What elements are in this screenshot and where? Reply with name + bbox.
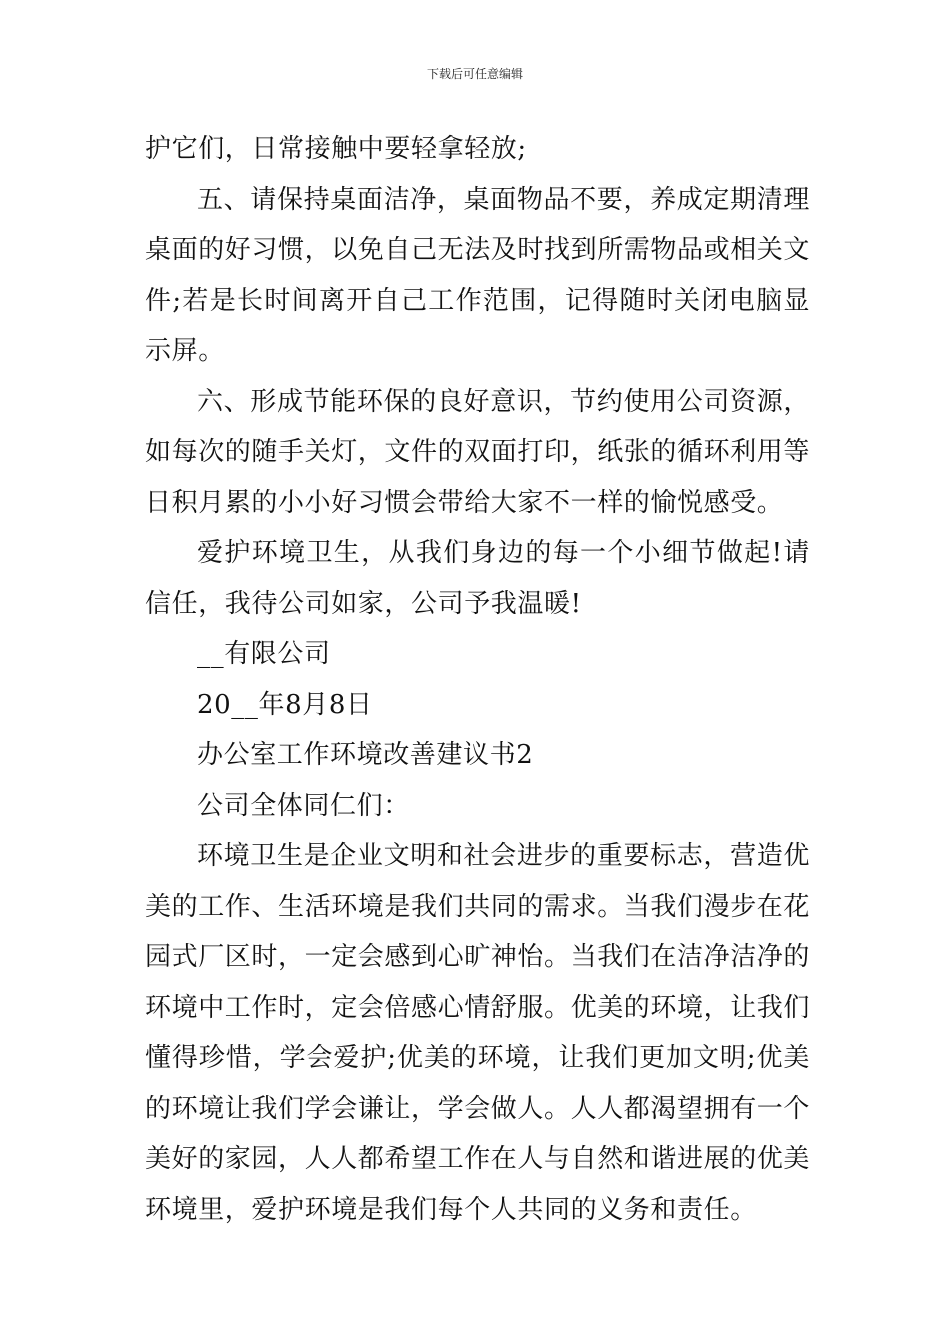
signature-date: 20__年8月8日 xyxy=(197,689,373,720)
document-body xyxy=(145,124,810,1235)
paragraph-continuation: 护它们，日常接触中要轻拿轻放; xyxy=(145,134,527,164)
section-title: 办公室工作环境改善建议书2 xyxy=(197,740,534,770)
company-signature: __有限公司 xyxy=(197,639,331,669)
salutation: 公司全体同仁们： xyxy=(197,790,410,821)
paragraph-environment: 环境卫生是企业文明和社会进步的重要标志，营造优美的工作、生活环境是我们共同的需求。当我们漫步在花园式厂区时，一定会感到心旷神怡。当我们在洁净洁净的环境中工作时，定会倍感心情舒服。优美的环境，让我们懂得珍惜，学会爱护;优美的环境，让我们更加文明;优美的环境让我们学会谦让，学会做人。人人都渴望拥有一个美好的家园，人人都希望工作在人与自然和谐进展的优美环境里，爱护环境是我们每个人共同的义务和责任。 xyxy=(145,841,811,1225)
paragraph-item-six: 六、形成节能环保的良好意识，节约使用公司资源，如每次的随手关灯，文件的双面打印，纸张的循环利用等日积月累的小小好习惯会带给大家不一样的愉悦感受。 xyxy=(145,386,811,518)
paragraph-item-five: 五、请保持桌面洁净，桌面物品不要，养成定期清理桌面的好习惯，以免自己无法及时找到所需物品或相关文件;若是长时间离开自己工作范围，记得随时关闭电脑显示屏。 xyxy=(145,184,811,366)
header-note: 下载后可任意编辑 xyxy=(426,67,523,81)
paragraph-closing: 爱护环境卫生，从我们身边的每一个小细节做起!请信任，我待公司如家，公司予我温暖! xyxy=(145,538,810,619)
